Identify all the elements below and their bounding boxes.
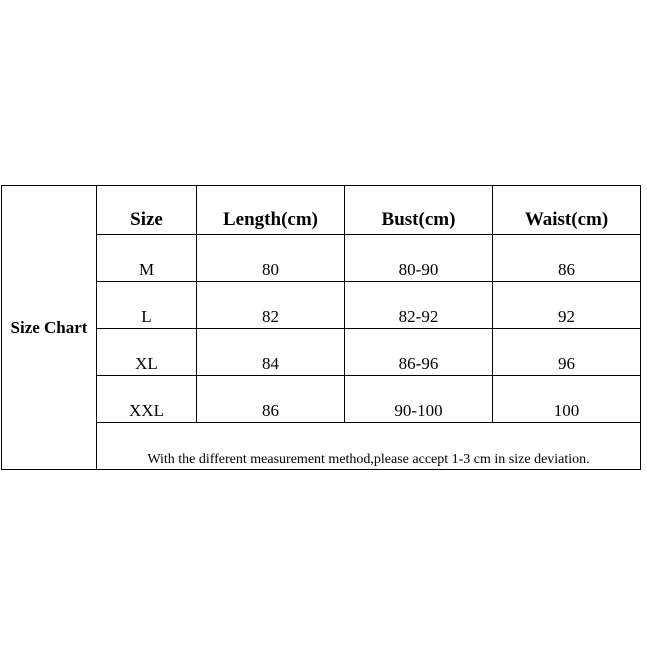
table-row <box>2 376 641 423</box>
length-value: 86 <box>197 376 345 423</box>
table-row <box>2 235 641 282</box>
waist-value: 92 <box>493 282 641 329</box>
waist-value: 100 <box>493 376 641 423</box>
length-value: 80 <box>197 235 345 282</box>
length-value: 84 <box>197 329 345 376</box>
size-value: M <box>97 235 197 282</box>
bust-value: 80-90 <box>345 235 493 282</box>
size-chart-table <box>1 185 641 470</box>
table-row <box>2 329 641 376</box>
table-row <box>2 282 641 329</box>
header-row <box>2 186 641 235</box>
size-value: XXL <box>97 376 197 423</box>
waist-value: 96 <box>493 329 641 376</box>
header-waist: Waist(cm) <box>493 186 641 235</box>
header-length: Length(cm) <box>197 186 345 235</box>
header-size: Size <box>97 186 197 235</box>
length-value: 82 <box>197 282 345 329</box>
bust-value: 82-92 <box>345 282 493 329</box>
bust-value: 90-100 <box>345 376 493 423</box>
waist-value: 86 <box>493 235 641 282</box>
header-bust: Bust(cm) <box>345 186 493 235</box>
note-row <box>2 423 641 470</box>
size-deviation-note: With the different measurement method,please accept 1-3 cm in size deviation. <box>97 423 641 470</box>
size-value: L <box>97 282 197 329</box>
bust-value: 86-96 <box>345 329 493 376</box>
size-value: XL <box>97 329 197 376</box>
size-chart-label: Size Chart <box>2 186 97 470</box>
